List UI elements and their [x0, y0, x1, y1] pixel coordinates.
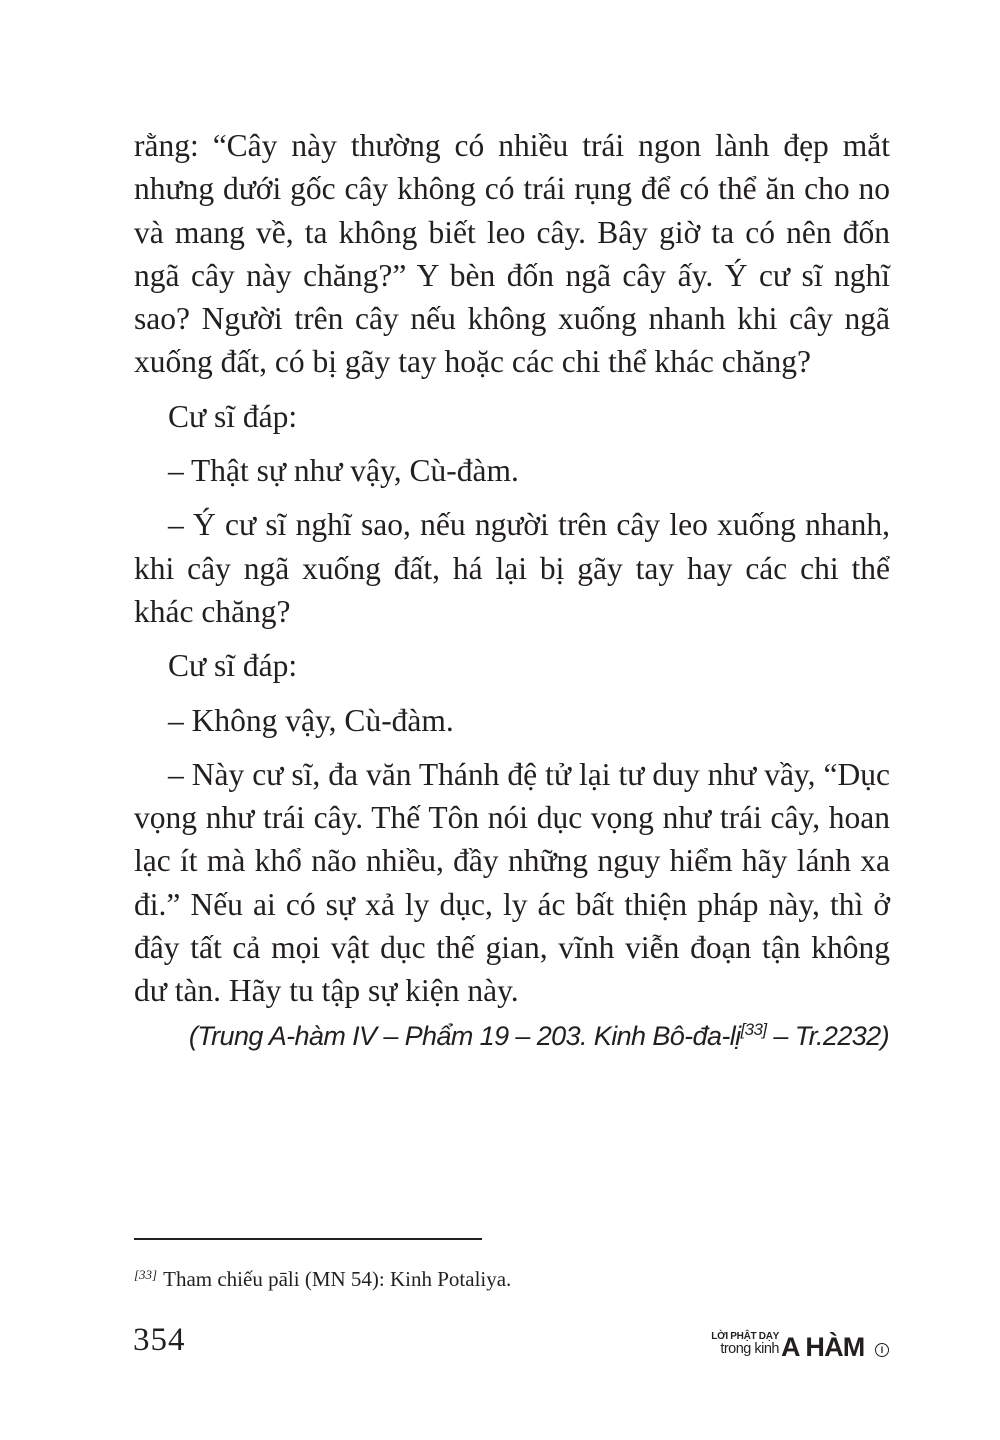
paragraph: – Ý cư sĩ nghĩ sao, nếu người trên cây leo xuống nhanh, khi cây ngã xuống đất, há lại bị gãy tay hay các chi thể khác chăng? — [134, 507, 890, 629]
paragraph: Cư sĩ đáp: — [168, 398, 298, 434]
brand-line-1: LỜI PHẬT DẠY — [711, 1331, 779, 1342]
body-text — [134, 124, 890, 1024]
page-number: 354 — [133, 1322, 186, 1358]
footnote-marker: [33] — [134, 1267, 158, 1282]
footnote-reference[interactable]: [33] — [740, 1020, 767, 1039]
footnote-divider — [134, 1238, 482, 1240]
paragraph: – Thật sự như vậy, Cù-đàm. — [168, 453, 519, 489]
paragraph: – Không vậy, Cù-đàm. — [168, 702, 454, 738]
paragraph: Cư sĩ đáp: — [168, 648, 298, 684]
brand-line-2: trong kinh — [720, 1341, 779, 1357]
footnote-text: Tham chiếu pāli (MN 54): Kinh Potaliya. — [163, 1267, 512, 1291]
footnote — [134, 1261, 894, 1293]
paragraph: – Này cư sĩ, đa văn Thánh đệ tử lại tư duy như vầy, “Dục vọng như trái cây. Thế Tôn nói dục vọng như trái cây, hoan lạc ít mà khổ não nhiều, đầy những nguy hiểm hãy lánh xa đi.” Nếu ai có sự xả ly dục, ly ác bất thiện pháp này, thì ở đây tất cả mọi vật dục thế gian, vĩnh viễn đoạn tận không dư tàn. Hãy tu tập sự kiện này. — [134, 756, 890, 1009]
brand-title: A HÀM — [781, 1332, 865, 1362]
volume-badge: I — [875, 1343, 889, 1357]
source-citation — [134, 1020, 889, 1052]
citation-text-end: – Tr.2232) — [766, 1021, 889, 1051]
book-brand-logo — [703, 1332, 893, 1366]
paragraph: rằng: “Cây này thường có nhiều trái ngon lành đẹp mắt nhưng dưới gốc cây không có trái rụng để có thể ăn cho no và mang về, ta không biết leo cây. Bây giờ ta có nên đốn ngã cây này chăng?” Y bèn đốn ngã cây ấy. Ý cư sĩ nghĩ sao? Người trên cây nếu không xuống nhanh khi cây ngã xuống đất, có bị gãy tay hoặc các chi thể khác chăng? — [134, 128, 890, 380]
citation-text: (Trung A-hàm IV – Phẩm 19 – 203. Kinh Bô-đa-lị — [188, 1021, 741, 1051]
